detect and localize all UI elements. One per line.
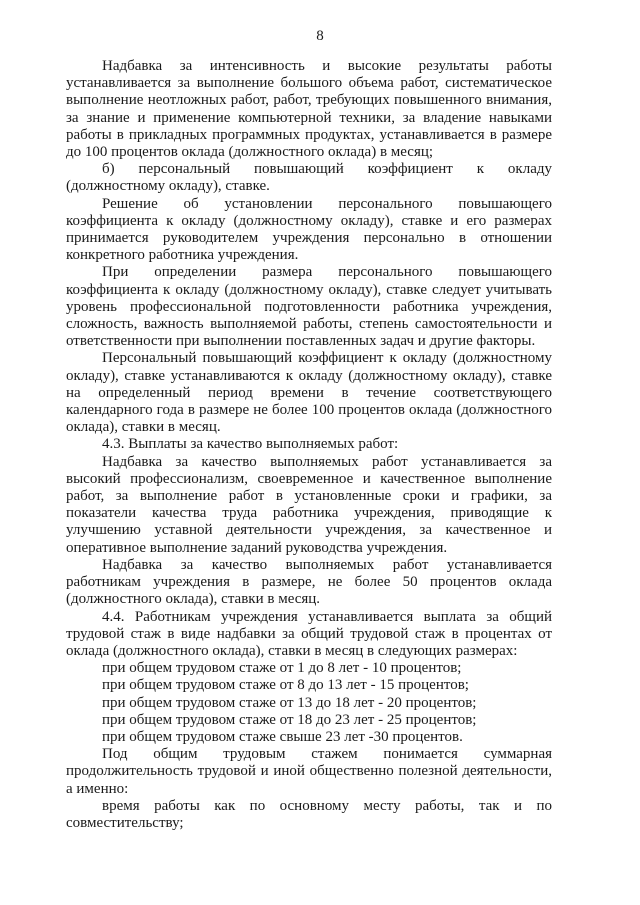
section-heading-4-3: 4.3. Выплаты за качество выполняемых работ:	[102, 436, 399, 453]
paragraph-personal-coefficient: б) персональный повышающий коэффициент к окладу (должностному окладу), ставке.	[66, 161, 552, 195]
page-number: 8	[316, 28, 324, 44]
paragraph-quality-bonus-size: Надбавка за качество выполняемых работ устанавливается работникам учреждения в размере, не более 50 процентов оклада (должностного оклада), ставки в месяц.	[66, 556, 552, 608]
list-item: при общем трудовом стаже от 1 до 8 лет - 10 процентов;	[102, 660, 462, 677]
paragraph-quality-bonus: Надбавка за качество выполняемых работ устанавливается за высокий профессионализм, своевременное и качественное выполнение работ, за выполнение работ в установленные сроки и графики, за показатели качества труда работника учреждения, приводящие к улучшению уставной деятельности учреждения, за качественное и оперативное выполнение заданий руководства учреждения.	[66, 453, 552, 556]
document-body	[66, 58, 552, 832]
paragraph-intensity-bonus: Надбавка за интенсивность и высокие результаты работы устанавливается за выполнение большого объема работ, систематическое выполнение неотложных работ, работ, требующих повышенного внимания, за знание и применение компьютерной техники, за владение навыками работы в прикладных программных продуктах, устанавливается в размере до 100 процентов оклада (должностного оклада) в месяц;	[66, 58, 552, 161]
paragraph-coefficient-criteria: При определении размера персонального повышающего коэффициента к окладу (должностному окладу), ставке следует учитывать уровень профессиональной подготовленности работника учреждения, сложность, важность выполняемой работы, степень самостоятельности и ответственности при выполнении поставленных задач и другие факторы.	[66, 264, 552, 350]
paragraph-coefficient-period: Персональный повышающий коэффициент к окладу (должностному окладу), ставке устанавливаются к окладу (должностному окладу), ставке на определенный период времени в течение соответствующего календарного года в размере не более 100 процентов оклада (должностного оклада), ставки в месяц.	[66, 350, 552, 436]
paragraph-coefficient-decision: Решение об установлении персонального повышающего коэффициента к окладу (должностному окладу), ставке и его размерах принимается руководителем учреждения персонально в отношении конкретного работника учреждения.	[66, 195, 552, 264]
list-item: при общем трудовом стаже свыше 23 лет -30 процентов.	[102, 728, 463, 745]
list-item: при общем трудовом стаже от 13 до 18 лет - 20 процентов;	[102, 694, 477, 711]
list-item: при общем трудовом стаже от 8 до 13 лет - 15 процентов;	[102, 677, 469, 694]
paragraph-seniority-definition: Под общим трудовым стажем понимается суммарная продолжительность трудовой и иной общественно полезной деятельности, а именно:	[66, 746, 552, 797]
paragraph-work-time: время работы как по основному месту работы, так и по совместительству;	[66, 797, 552, 831]
paragraph-seniority-bonus: 4.4. Работникам учреждения устанавливается выплата за общий трудовой стаж в виде надбавки за общий трудовой стаж в процентах от оклада (должностного оклада), ставки в месяц в следующих размерах:	[66, 608, 552, 659]
list-item: при общем трудовом стаже от 18 до 23 лет - 25 процентов;	[102, 711, 477, 728]
